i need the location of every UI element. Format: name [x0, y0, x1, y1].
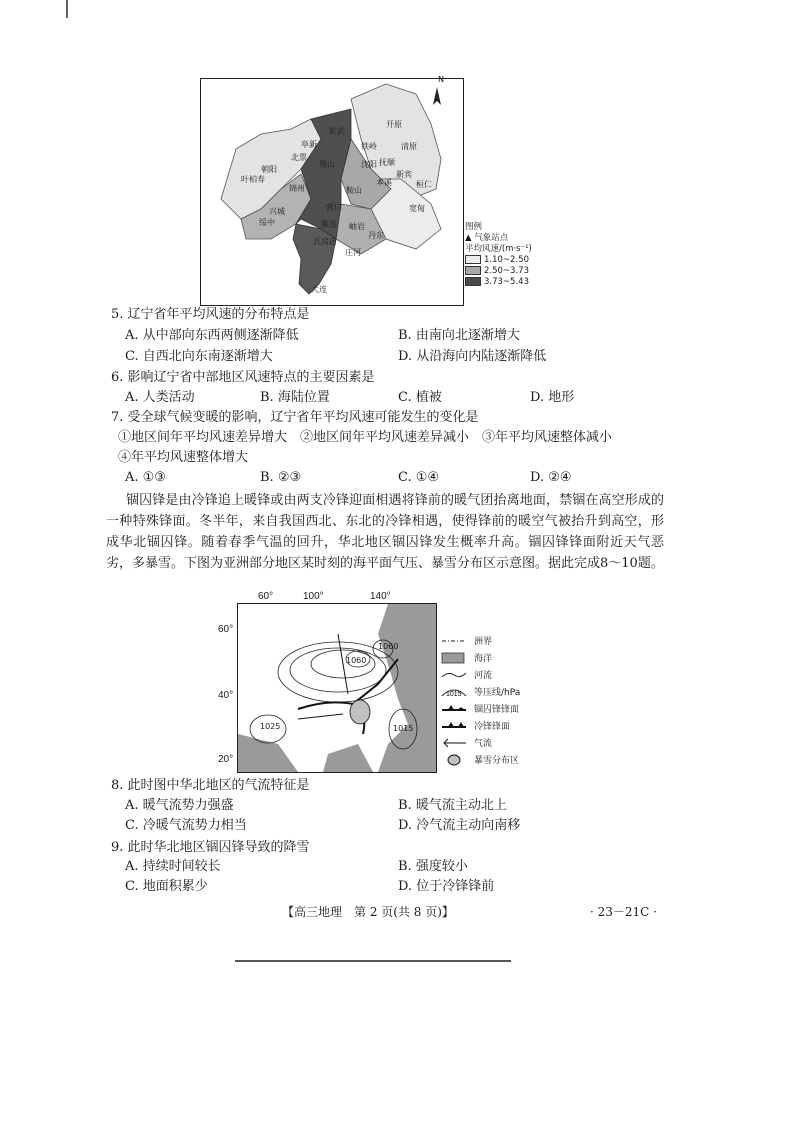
- q8-option-b: B. 暖气流主动北上: [398, 798, 507, 813]
- q8-option-a: A. 暖气流势力强盛: [125, 798, 234, 813]
- q6-option-c: C. 植被: [398, 390, 442, 405]
- asia-map-svg: [238, 604, 436, 772]
- legend2-item: 冷锋锋面: [474, 722, 511, 732]
- blizzard-area-icon: [440, 754, 468, 766]
- lon-140: 140°: [370, 591, 391, 602]
- q6-option-d: D. 地形: [530, 390, 575, 405]
- q6-option-b: B. 海陆位置: [260, 390, 330, 405]
- legend2-item: 海洋: [474, 654, 493, 664]
- north-arrow-label: N: [438, 75, 444, 84]
- place-label: 瓦房店: [313, 237, 337, 246]
- q7-statements-line2: ④年平均风速整体增大: [118, 450, 249, 465]
- place-label: 铁岭: [361, 142, 377, 151]
- place-label: 北票: [291, 153, 307, 162]
- place-label: 开原: [386, 120, 402, 129]
- legend-range-mid: 2.50~3.73: [484, 266, 529, 276]
- cold-front-icon: [440, 720, 468, 732]
- legend-sample-value: 1015: [446, 690, 462, 698]
- place-label: 本溪: [376, 178, 392, 187]
- q5-option-a: A. 从中部向东西两侧逐渐降低: [125, 328, 299, 343]
- place-label: 大连: [311, 285, 327, 294]
- lon-100: 100°: [303, 591, 324, 602]
- place-label: 岫岩: [349, 222, 365, 231]
- q5-option-b: B. 由南向北逐渐增大: [398, 328, 520, 343]
- place-label: 宽甸: [409, 204, 425, 213]
- q7-option-b: B. ②③: [260, 470, 302, 485]
- legend2-item: 暴雪分布区: [474, 756, 520, 766]
- place-label: 锦州: [289, 184, 305, 193]
- place-label: 黑山: [319, 160, 335, 169]
- q7-statements-line1: ①地区间年平均风速差异增大 ②地区间年平均风速差异减小 ③年平均风速整体减小: [118, 430, 613, 445]
- q8-option-d: D. 冷气流主动向南移: [398, 818, 521, 833]
- question-6-stem: 6. 影响辽宁省中部地区风速特点的主要因素是: [111, 370, 375, 385]
- paper-code: · 23－21C ·: [590, 905, 657, 919]
- passage-text: 锢囚锋是由冷锋追上暖锋或由两支冷锋迎面相遇将锋前的暖气团抬离地面，禁锢在高空形成的一种特殊锋面。冬半年，来自我国西北、东北的冷锋相遇，使得锋前的暖空气被抬升到高空，形成华北锢囚锋。随着春季气温的回升，华北地区锢囚锋发生概率升高。锢囚锋锋面附近天气恶劣，多暴雪。下图为亚洲部分地区某时刻的海平面气压、暴雪分布区示意图。据此完成8～10题。: [106, 493, 664, 571]
- q9-option-d: D. 位于冷锋锋前: [398, 879, 495, 894]
- place-label: 彰武: [329, 127, 345, 136]
- isobar-label: 1060: [346, 656, 367, 665]
- legend-speed-label: 平均风速/(m·s⁻¹): [465, 244, 532, 254]
- lat-60: 60°: [218, 624, 234, 635]
- legend-swatch-light: [465, 255, 481, 264]
- question-5-stem: 5. 辽宁省年平均风速的分布特点是: [111, 307, 310, 322]
- legend-range-low: 1.10~2.50: [484, 255, 529, 265]
- place-label: 叶柏寿: [241, 175, 265, 184]
- legend-swatch-mid: [465, 266, 481, 275]
- continent-boundary-icon: [440, 635, 468, 647]
- q7-option-d: D. ②④: [530, 470, 572, 485]
- legend2-item: 等压线/hPa: [474, 688, 521, 698]
- q7-option-a: A. ①③: [125, 470, 166, 485]
- q6-option-a: A. 人类活动: [125, 390, 195, 405]
- airflow-arrow-icon: [440, 737, 468, 749]
- isobar-label: 1060: [378, 642, 399, 651]
- place-label: 鞍山: [346, 186, 362, 195]
- lon-60: 60°: [258, 591, 274, 602]
- isobar-label: 1015: [393, 724, 414, 733]
- legend2-item: 气流: [474, 739, 493, 749]
- place-label: 丹东: [368, 231, 384, 240]
- isobar-label: 1025: [260, 722, 281, 731]
- place-label: 兴城: [269, 207, 285, 216]
- place-label: 清原: [401, 142, 417, 151]
- map1-legend: [465, 222, 532, 288]
- place-label: 抚顺: [379, 158, 395, 167]
- q5-option-d: D. 从沿海向内陆逐渐降低: [398, 349, 547, 364]
- page-footer: 【高三地理 第 2 页(共 8 页)】: [282, 905, 454, 919]
- legend-station: ▲ 气象站点: [465, 233, 509, 243]
- place-label: 桓仁: [416, 180, 432, 189]
- q7-option-c: C. ①④: [398, 470, 440, 485]
- scan-edge-line: [66, 0, 68, 18]
- legend2-item: 洲界: [474, 637, 493, 647]
- place-label: 营口: [326, 203, 342, 212]
- place-label: 熊岳: [321, 220, 337, 229]
- map2-legend: [440, 632, 520, 768]
- q9-option-c: C. 地面积累少: [125, 879, 208, 894]
- question-9-stem: 9. 此时华北地区锢囚锋导致的降雪: [111, 840, 310, 855]
- isobar-icon: [440, 686, 468, 698]
- bottom-divider: [235, 960, 511, 962]
- q9-option-b: B. 强度较小: [398, 859, 468, 874]
- liaoning-map-svg: [201, 79, 463, 305]
- ocean-swatch-icon: [440, 652, 468, 664]
- place-label: 朝阳: [261, 165, 277, 174]
- occluded-front-icon: [440, 703, 468, 715]
- q8-option-c: C. 冷暖气流势力相当: [125, 818, 247, 833]
- place-label: 沈阳: [361, 160, 377, 169]
- q5-option-c: C. 自西北向东南逐渐增大: [125, 349, 273, 364]
- river-icon: [440, 669, 468, 681]
- asia-pressure-map: [237, 603, 437, 773]
- legend-swatch-dark: [465, 277, 481, 286]
- liaoning-wind-map: [200, 75, 464, 306]
- question-8-stem: 8. 此时图中华北地区的气流特征是: [111, 778, 310, 793]
- legend2-item: 河流: [474, 671, 493, 681]
- lat-20: 20°: [218, 754, 234, 765]
- lat-40: 40°: [218, 690, 234, 701]
- legend-range-high: 3.73~5.43: [484, 277, 529, 287]
- question-7-stem: 7. 受全球气候变暖的影响，辽宁省年平均风速可能发生的变化是: [111, 410, 479, 425]
- legend-title: 图例: [465, 222, 483, 232]
- place-label: 阜新: [301, 140, 317, 149]
- legend2-item: 锢囚锋锋面: [474, 705, 520, 715]
- place-label: 新宾: [396, 170, 412, 179]
- place-label: 庄河: [345, 248, 361, 257]
- place-label: 绥中: [259, 218, 275, 227]
- q9-option-a: A. 持续时间较长: [125, 859, 221, 874]
